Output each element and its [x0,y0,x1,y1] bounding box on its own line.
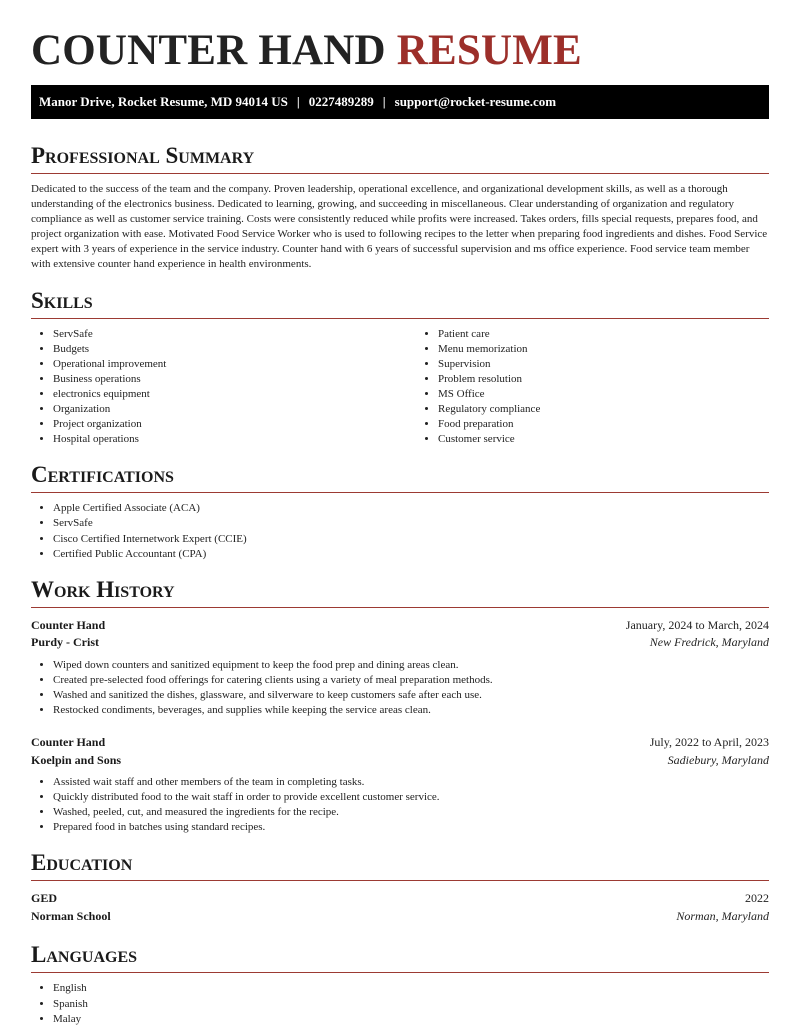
certifications-list [31,501,769,561]
job-duties [31,658,769,718]
language-item: • Spanish [53,997,769,1012]
work-entry-header [31,734,769,752]
job-location: Sadiebury, Maryland [667,752,769,767]
skills-list-right [416,327,800,448]
job-dates: January, 2024 to March, 2024 [625,617,769,632]
skill-item: • Hospital operations [53,432,416,447]
education-entry [31,890,769,925]
skill-item: • MS Office [438,387,800,402]
skill-item: • Regulatory compliance [438,402,800,417]
job-title: Counter Hand [31,735,106,750]
languages-heading: Languages [31,942,769,973]
contact-separator: | [296,94,300,109]
language-item: • English [53,981,769,996]
skill-item: • Problem resolution [438,372,800,387]
contact-address: Manor Drive, Rocket Resume, MD 94014 US [39,94,288,109]
skill-item: • Customer service [438,432,800,447]
language-item: • Malay [53,1012,769,1027]
job-location: New Fredrick, Maryland [649,635,769,650]
work-entry-header [31,617,769,635]
skill-item: • Organization [53,402,416,417]
certifications-heading: Certifications [31,462,769,493]
job-dates: July, 2022 to April, 2023 [649,735,769,750]
job-title: Counter Hand [31,617,106,632]
school-name: Norman School [31,908,111,923]
job-duties [31,775,769,835]
skill-item: • Patient care [438,327,800,342]
work-entry-subheader [31,634,769,652]
work-entry-subheader [31,752,769,770]
degree: GED [31,891,58,906]
skill-item: • Business operations [53,372,416,387]
duty-item: • Washed and sanitized the dishes, glassware, and silverware to keep customers safe after each use. [53,688,769,703]
skill-item: • Menu memorization [438,342,800,357]
certification-item: • Certified Public Accountant (CPA) [53,547,769,562]
skill-item: • electronics equipment [53,387,416,402]
company-name: Purdy - Crist [31,635,99,650]
skill-item: • Budgets [53,342,416,357]
contact-separator: | [382,94,386,109]
contact-bar [31,85,769,119]
skill-item: • Supervision [438,357,800,372]
skills-grid [31,327,769,448]
skills-list-left [31,327,416,448]
work-entry [31,617,769,718]
work-history-heading: Work History [31,577,769,608]
certification-item: • Cisco Certified Internetwork Expert (CCIE) [53,532,769,547]
languages-list [31,981,769,1026]
skills-heading: Skills [31,288,769,319]
duty-item: • Prepared food in batches using standard recipes. [53,820,769,835]
skill-item: • Operational improvement [53,357,416,372]
certification-item: • Apple Certified Associate (ACA) [53,501,769,516]
certification-item: • ServSafe [53,516,769,531]
skill-item: • ServSafe [53,327,416,342]
contact-email: support@rocket-resume.com [394,94,557,109]
name-accent: RESUME [396,27,582,74]
duty-item: • Quickly distributed food to the wait staff in order to provide excellent customer service. [53,790,769,805]
duty-item: • Washed, peeled, cut, and measured the ingredients for the recipe. [53,805,769,820]
resume-title [31,0,769,73]
skill-item: • Food preparation [438,417,800,432]
education-entry-header [31,890,769,908]
contact-phone: 0227489289 [308,94,374,109]
name-main: COUNTER HAND [31,27,386,74]
skill-item: • Project organization [53,417,416,432]
summary-text: Dedicated to the success of the team and the company. Proven leadership, operational excellence, and organizational development skills, as well as a thorough understanding of the electronics business. Dedicated to learning, growing, and succeeding in miscellaneous. Clear understanding of organization and regulatory compliance as well as customer service training. Costs were consistently reduced while profits were increased. Takes orders, fills special requests, prepares food, and project organization with ease. Motivated Food Service Worker who is used to following recipes to the letter when preparing food ingredients and dishes. Food Service expert with 3 years of experience in the service industry. Counter hand with 6 years of successful supervision and ms office experience. Food service team member with extensive counter hand experience in health environments. [31,183,768,271]
summary-heading: Professional Summary [31,143,769,174]
graduation-year: 2022 [745,891,769,906]
education-heading: Education [31,850,769,881]
duty-item: • Restocked condiments, beverages, and supplies while keeping the service areas clean. [53,703,769,718]
duty-item: • Created pre-selected food offerings for catering clients using a variety of meal preparation methods. [53,673,769,688]
duty-item: • Wiped down counters and sanitized equipment to keep the food prep and dining areas clean. [53,658,769,673]
school-location: Norman, Maryland [676,908,769,923]
work-entry [31,734,769,835]
duty-item: • Assisted wait staff and other members of the team in completing tasks. [53,775,769,790]
education-entry-subheader [31,908,769,926]
company-name: Koelpin and Sons [31,752,122,767]
